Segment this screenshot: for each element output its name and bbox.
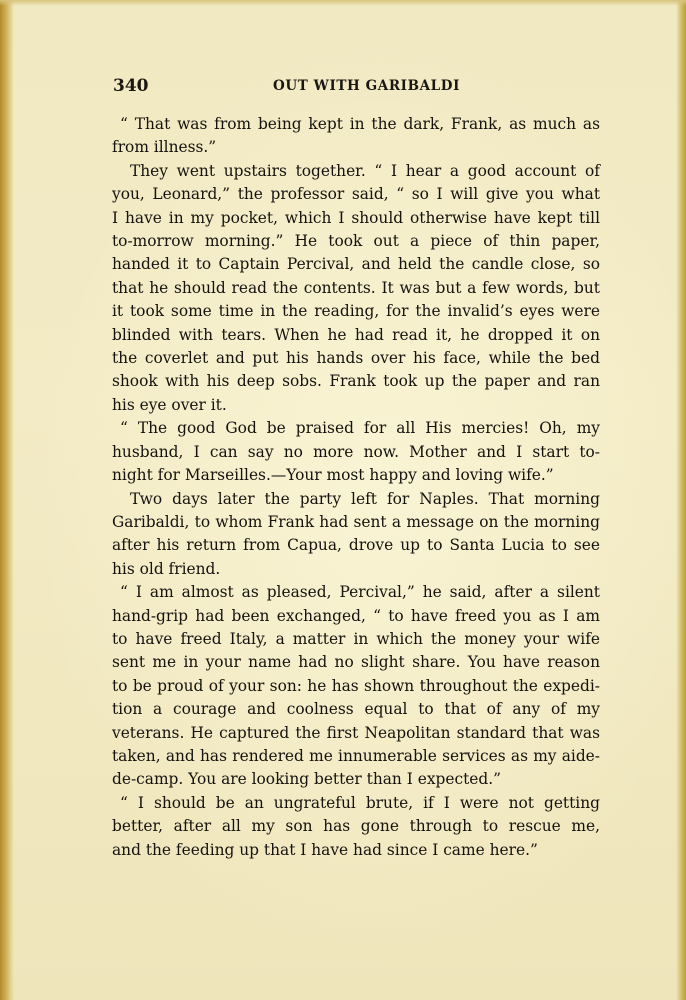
text-line: tion a courage and coolness equal to that of any of my (112, 700, 600, 719)
text-line: Garibaldi, to whom Frank had sent a message on the morning (112, 512, 600, 531)
text-line: sent me in your name had no slight share. You have reason (112, 653, 600, 672)
text-line: his eye over it. (112, 395, 227, 414)
text-line: “ I am almost as pleased, Percival,” he said, after a silent (120, 583, 600, 602)
text-line: night for Marseilles.—Your most happy and loving wife.” (112, 466, 554, 485)
body-text (112, 113, 600, 862)
text-line: the coverlet and put his hands over his face, while the bed (112, 349, 600, 368)
running-title: OUT WITH GARIBALDI (273, 78, 460, 94)
text-line: veterans. He captured the first Neapolitan standard that was (112, 723, 600, 742)
page-number: 340 (113, 76, 149, 96)
text-line: it took some time in the reading, for the invalid’s eyes were (112, 302, 600, 321)
text-line: Two days later the party left for Naples. That morning (130, 489, 600, 508)
text-line: his old friend. (112, 559, 221, 578)
text-line: to have freed Italy, a matter in which the money your wife (112, 629, 600, 648)
page-header (113, 76, 601, 100)
text-line: They went upstairs together. “ I hear a good account of (130, 161, 600, 180)
text-line: “ I should be an ungrateful brute, if I were not getting (120, 793, 600, 812)
text-line: to-morrow morning.” He took out a piece of thin paper, (112, 232, 600, 251)
text-line: handed it to Captain Percival, and held the candle close, so (112, 255, 600, 274)
text-line: “ The good God be praised for all His mercies! Oh, my (120, 419, 600, 438)
text-line: after his return from Capua, drove up to Santa Lucia to see (112, 536, 600, 555)
text-line: and the feeding up that I have had since I came here.” (112, 840, 538, 859)
text-line: I have in my pocket, which I should otherwise have kept till (112, 208, 600, 227)
text-line: that he should read the contents. It was but a few words, but (112, 278, 600, 297)
text-line: from illness.” (112, 138, 217, 157)
text-line: better, after all my son has gone through to rescue me, (112, 817, 600, 836)
page-edge (676, 0, 686, 1000)
text-line: hand-grip had been exchanged, “ to have freed you as I am (112, 606, 600, 625)
page-top-edge (0, 0, 686, 6)
text-line: blinded with tears. When he had read it, he dropped it on (112, 325, 600, 344)
page-gutter-shadow (0, 0, 14, 1000)
text-line: “ That was from being kept in the dark, Frank, as much as (120, 115, 600, 133)
text-line: shook with his deep sobs. Frank took up the paper and ran (112, 372, 600, 391)
text-line: to be proud of your son: he has shown throughout the expedi- (112, 676, 600, 695)
text-line: de-camp. You are looking better than I expected.” (112, 770, 501, 789)
text-line: you, Leonard,” the professor said, “ so I will give you what (112, 185, 600, 204)
text-line: taken, and has rendered me innumerable services as my aide- (112, 746, 600, 765)
text-line: husband, I can say no more now. Mother and I start to- (112, 442, 600, 461)
